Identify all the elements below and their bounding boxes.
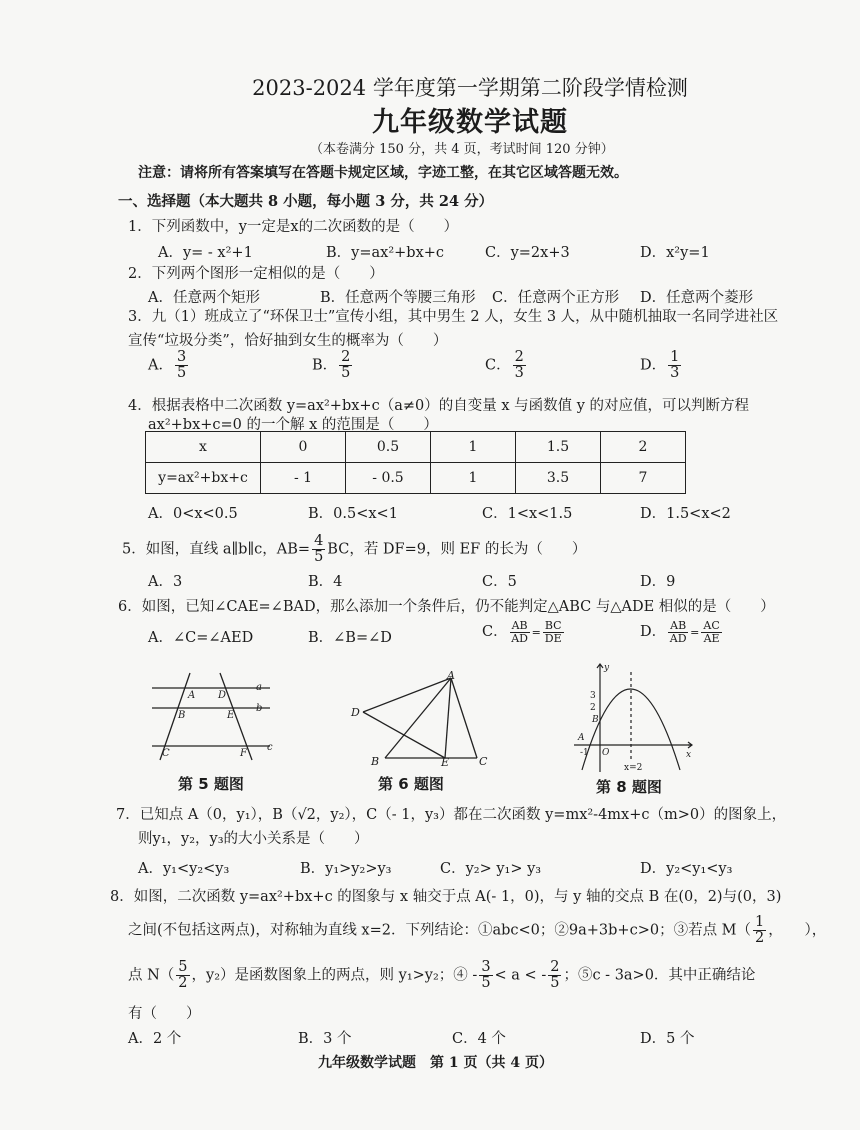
figure-5 (140, 668, 280, 768)
fig8-label-B: B (592, 715, 599, 725)
q2-option-c: C．任意两个正方形 (492, 290, 620, 306)
q1-option-b: B．y=ax²+bx+c (326, 245, 445, 261)
page-footer: 九年级数学试题 第 1 页（共 4 页） (318, 1055, 553, 1071)
table-cell: 2 (601, 432, 686, 463)
q3-option-a: A． $\frac{3}{5}$ (148, 349, 187, 382)
fig8-label-3: 3 (590, 691, 596, 701)
table-cell: 1 (431, 432, 516, 463)
table-cell: 3.5 (516, 463, 601, 494)
q3-option-d: D． $\frac{1}{3}$ (640, 349, 680, 382)
fig6-label-E: E (441, 756, 450, 768)
fig5-label-A: A (188, 690, 196, 701)
fig8-label-minus1: -1 (580, 748, 589, 758)
fig5-label-a: a (256, 682, 262, 693)
figure-8-caption: 第 8 题图 (596, 778, 662, 796)
q3-option-c: C． $\frac{2}{3}$ (485, 349, 524, 382)
q4-stem-line1: 4．根据表格中二次函数 y=ax²+bx+c（a≠0）的自变量 x 与函数值 y 的对应值，可以判断方程 (128, 398, 750, 414)
q6-option-a: A．∠C=∠AED (148, 630, 254, 646)
q4-option-d: D．1.5<x<2 (640, 506, 731, 522)
fig8-label-axis: x=2 (624, 763, 643, 773)
q7-stem-line1: 7．已知点 A（0，y₁），B（√2，y₂），C（- 1，y₃）都在二次函数 y=mx²-4mx+c（m>0）的图象上， (116, 807, 787, 823)
q4-option-b: B．0.5<x<1 (308, 506, 398, 522)
q5-option-a: A．3 (148, 574, 183, 590)
fig8-label-2: 2 (590, 703, 596, 713)
section-heading: 一、选择题（本大题共 8 小题，每小题 3 分，共 24 分） (118, 193, 494, 210)
q3-option-b: B． $\frac{2}{5}$ (312, 349, 351, 382)
q2-option-b: B．任意两个等腰三角形 (320, 290, 476, 306)
q8-stem-line1: 8．如图，二次函数 y=ax²+bx+c 的图象与 x 轴交于点 A(- 1，0)，与 y 轴的交点 B 在(0，2)与(0，3) (110, 889, 782, 905)
fig5-label-C: C (162, 748, 170, 759)
fig6-label-B: B (371, 755, 380, 768)
table-cell: 1.5 (516, 432, 601, 463)
q3-stem-line1: 3．九（1）班成立了“环保卫士”宣传小组，其中男生 2 人，女生 3 人，从中随机抽取一名同学进社区 (128, 309, 779, 325)
fig5-label-F: F (240, 748, 247, 759)
q6-option-c: C． $\frac{AB}{AD}$ = $\frac{BC}{DE}$ (482, 619, 562, 645)
table-cell: - 1 (261, 463, 346, 494)
fig8-label-x: x (686, 750, 692, 760)
figure-6 (345, 668, 495, 768)
q7-option-c: C．y₂> y₁> y₃ (440, 861, 542, 877)
q2-option-a: A．任意两个矩形 (148, 290, 260, 306)
figure-5-caption: 第 5 题图 (178, 775, 244, 793)
fig5-label-c: c (267, 742, 273, 753)
fig8-label-A: A (578, 733, 585, 743)
q5-option-d: D．9 (640, 574, 676, 590)
q5-stem: 5．如图，直线 a∥b∥c，AB= $\frac{4}{5}$ BC，若 DF=9，则 EF 的长为（ ） (122, 533, 587, 566)
figure-8 (570, 660, 700, 778)
fig6-label-D: D (351, 706, 360, 719)
q8-option-b: B．3 个 (298, 1031, 352, 1047)
exam-title: 九年级数学试题 (372, 107, 568, 138)
q8-option-c: C．4 个 (452, 1031, 506, 1047)
table-cell: x (146, 432, 261, 463)
figure-6-caption: 第 6 题图 (378, 775, 444, 793)
q2-option-d: D．任意两个菱形 (640, 290, 754, 306)
notice: 注意：请将所有答案填写在答题卡规定区域，字迹工整，在其它区域答题无效。 (138, 165, 628, 181)
table-cell: - 0.5 (346, 463, 431, 494)
q8-stem-line4: 有（ ） (128, 1006, 201, 1022)
fig6-label-C: C (479, 755, 488, 768)
table-cell: 7 (601, 463, 686, 494)
q8-option-a: A．2 个 (128, 1031, 182, 1047)
q4-option-c: C．1<x<1.5 (482, 506, 573, 522)
q1-option-a: A．y= - x²+1 (158, 245, 253, 261)
q7-option-d: D．y₂<y₁<y₃ (640, 861, 733, 877)
exam-info: （本卷满分 150 分，共 4 页，考试时间 120 分钟） (310, 142, 614, 157)
fig6-label-A: A (447, 669, 455, 682)
fig5-label-b: b (256, 703, 263, 714)
q8-stem-line2: 之间(不包括这两点)，对称轴为直线 x=2．下列结论：①abc<0；②9a+3b+c>0；③若点 M（ $\frac{1}{2}$ ， ）， (128, 914, 827, 947)
q1-option-c: C．y=2x+3 (485, 245, 570, 261)
q6-option-d: D． $\frac{AB}{AD}$ = $\frac{AC}{AE}$ (640, 619, 720, 645)
table-row (146, 463, 686, 494)
q8-option-d: D．5 个 (640, 1031, 695, 1047)
fig5-label-E: E (227, 710, 235, 721)
q2-stem: 2．下列两个图形一定相似的是（ ） (128, 266, 384, 282)
fig5-label-B: B (178, 710, 186, 721)
q4-option-a: A．0<x<0.5 (148, 506, 238, 522)
table-cell: 1 (431, 463, 516, 494)
q8-stem-line3: 点 N（ $\frac{5}{2}$ ，y₂）是函数图象上的两点，则 y₁>y₂；④ - $\frac{3}{5}$ < a < - $\frac{2}{5}$ ；⑤c - 3a>0．其中正确结论 (128, 959, 756, 992)
fig8-label-origin: O (602, 748, 610, 758)
table-cell: 0.5 (346, 432, 431, 463)
value-table (145, 431, 686, 494)
q5-option-b: B．4 (308, 574, 343, 590)
q1-option-d: D．x²y=1 (640, 245, 710, 261)
fig8-label-y: y (604, 663, 610, 673)
table-row (146, 432, 686, 463)
q4-stem-line2: ax²+bx+c=0 的一个解 x 的范围是（ ） (148, 417, 438, 433)
q6-stem: 6．如图，已知∠CAE=∠BAD，那么添加一个条件后，仍不能判定△ABC 与△ADE 相似的是（ ） (118, 599, 775, 615)
table-cell: y=ax²+bx+c (146, 463, 261, 494)
q1-stem: 1．下列函数中，y一定是x的二次函数的是（ ） (128, 219, 459, 235)
q5-option-c: C．5 (482, 574, 517, 590)
table-cell: 0 (261, 432, 346, 463)
q3-stem-line2: 宣传“垃圾分类”，恰好抽到女生的概率为（ ） (128, 333, 448, 349)
fig5-label-D: D (218, 690, 227, 701)
q7-option-a: A．y₁<y₂<y₃ (138, 861, 230, 877)
q7-option-b: B．y₁>y₂>y₃ (300, 861, 392, 877)
q6-option-b: B．∠B=∠D (308, 630, 392, 646)
exam-term-title: 2023-2024 学年度第一学期第二阶段学情检测 (252, 76, 688, 100)
q7-stem-line2: 则y₁，y₂，y₃的大小关系是（ ） (138, 831, 369, 847)
